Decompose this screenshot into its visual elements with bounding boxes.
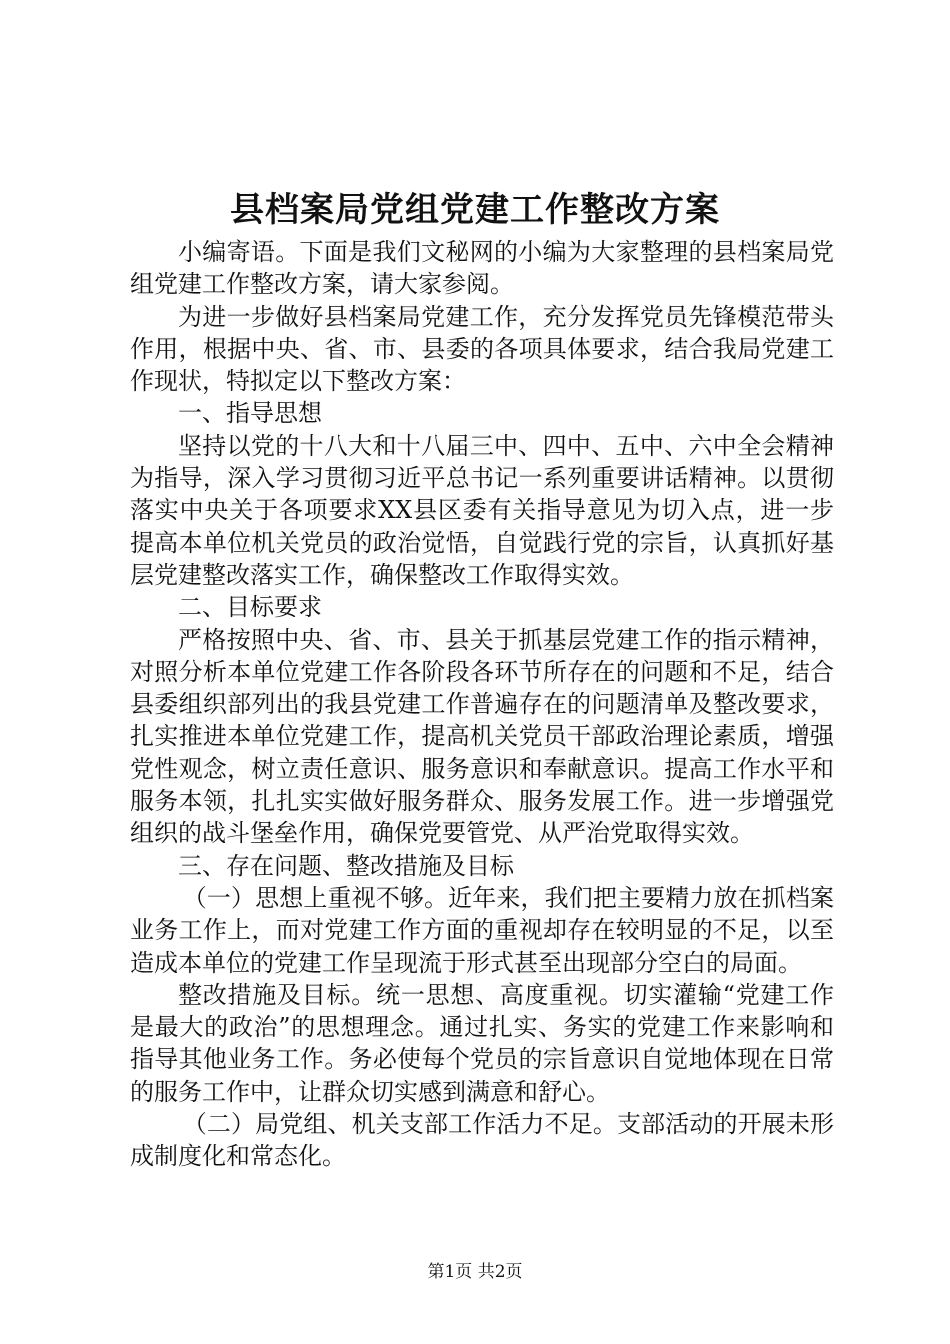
section-heading-goals: 二、目标要求 (178, 593, 322, 622)
section-heading-guiding-ideology: 一、指导思想 (178, 399, 322, 428)
paragraph-guiding-ideology: 坚持以党的十八大和十八届三中、四中、五中、六中全会精神为指导，深入学习贯彻习近平总书记一系列重要讲话精神。以贯彻落实中央关于各项要求XX县区委有关指导意见为切入点，进一步提高本单位机关党员的政治觉悟，自觉践行党的宗旨，认真抓好基层党建整改落实工作，确保整改工作取得实效。 (130, 431, 834, 589)
document-body (130, 236, 834, 1173)
section-heading-problems: 三、存在问题、整改措施及目标 (178, 851, 514, 880)
paragraph-intro: 小编寄语。下面是我们文秘网的小编为大家整理的县档案局党组党建工作整改方案，请大家参阅。 (130, 238, 834, 299)
paragraph-problem-1: （一）思想上重视不够。近年来，我们把主要精力放在抓档案业务工作上，而对党建工作方面的重视却存在较明显的不足，以至造成本单位的党建工作呈现流于形式甚至出现部分空白的局面。 (130, 883, 834, 977)
paragraph-measures-1: 整改措施及目标。统一思想、高度重视。切实灌输“党建工作是最大的政治”的思想理念。通过扎实、务实的党建工作来影响和指导其他业务工作。务必使每个党员的宗旨意识自觉地体现在日常的服务工作中，让群众切实感到满意和舒心。 (130, 980, 834, 1106)
paragraph-purpose: 为进一步做好县档案局党建工作，充分发挥党员先锋模范带头作用，根据中央、省、市、县委的各项具体要求，结合我局党建工作现状，特拟定以下整改方案： (130, 302, 834, 396)
document-title: 县档案局党组党建工作整改方案 (230, 190, 720, 230)
paragraph-goals: 严格按照中央、省、市、县关于抓基层党建工作的指示精神，对照分析本单位党建工作各阶段各环节所存在的问题和不足，结合县委组织部列出的我县党建工作普遍存在的问题清单及整改要求，扎实推进本单位党建工作，提高机关党员干部政治理论素质，增强党性观念，树立责任意识、服务意识和奉献意识。提高工作水平和服务本领，扎扎实实做好服务群众、服务发展工作。进一步增强党组织的战斗堡垒作用，确保党要管党、从严治党取得实效。 (130, 625, 834, 848)
page-number-footer: 第1页 共2页 (427, 1262, 523, 1282)
paragraph-problem-2: （二）局党组、机关支部工作活力不足。支部活动的开展未形成制度化和常态化。 (130, 1110, 834, 1171)
